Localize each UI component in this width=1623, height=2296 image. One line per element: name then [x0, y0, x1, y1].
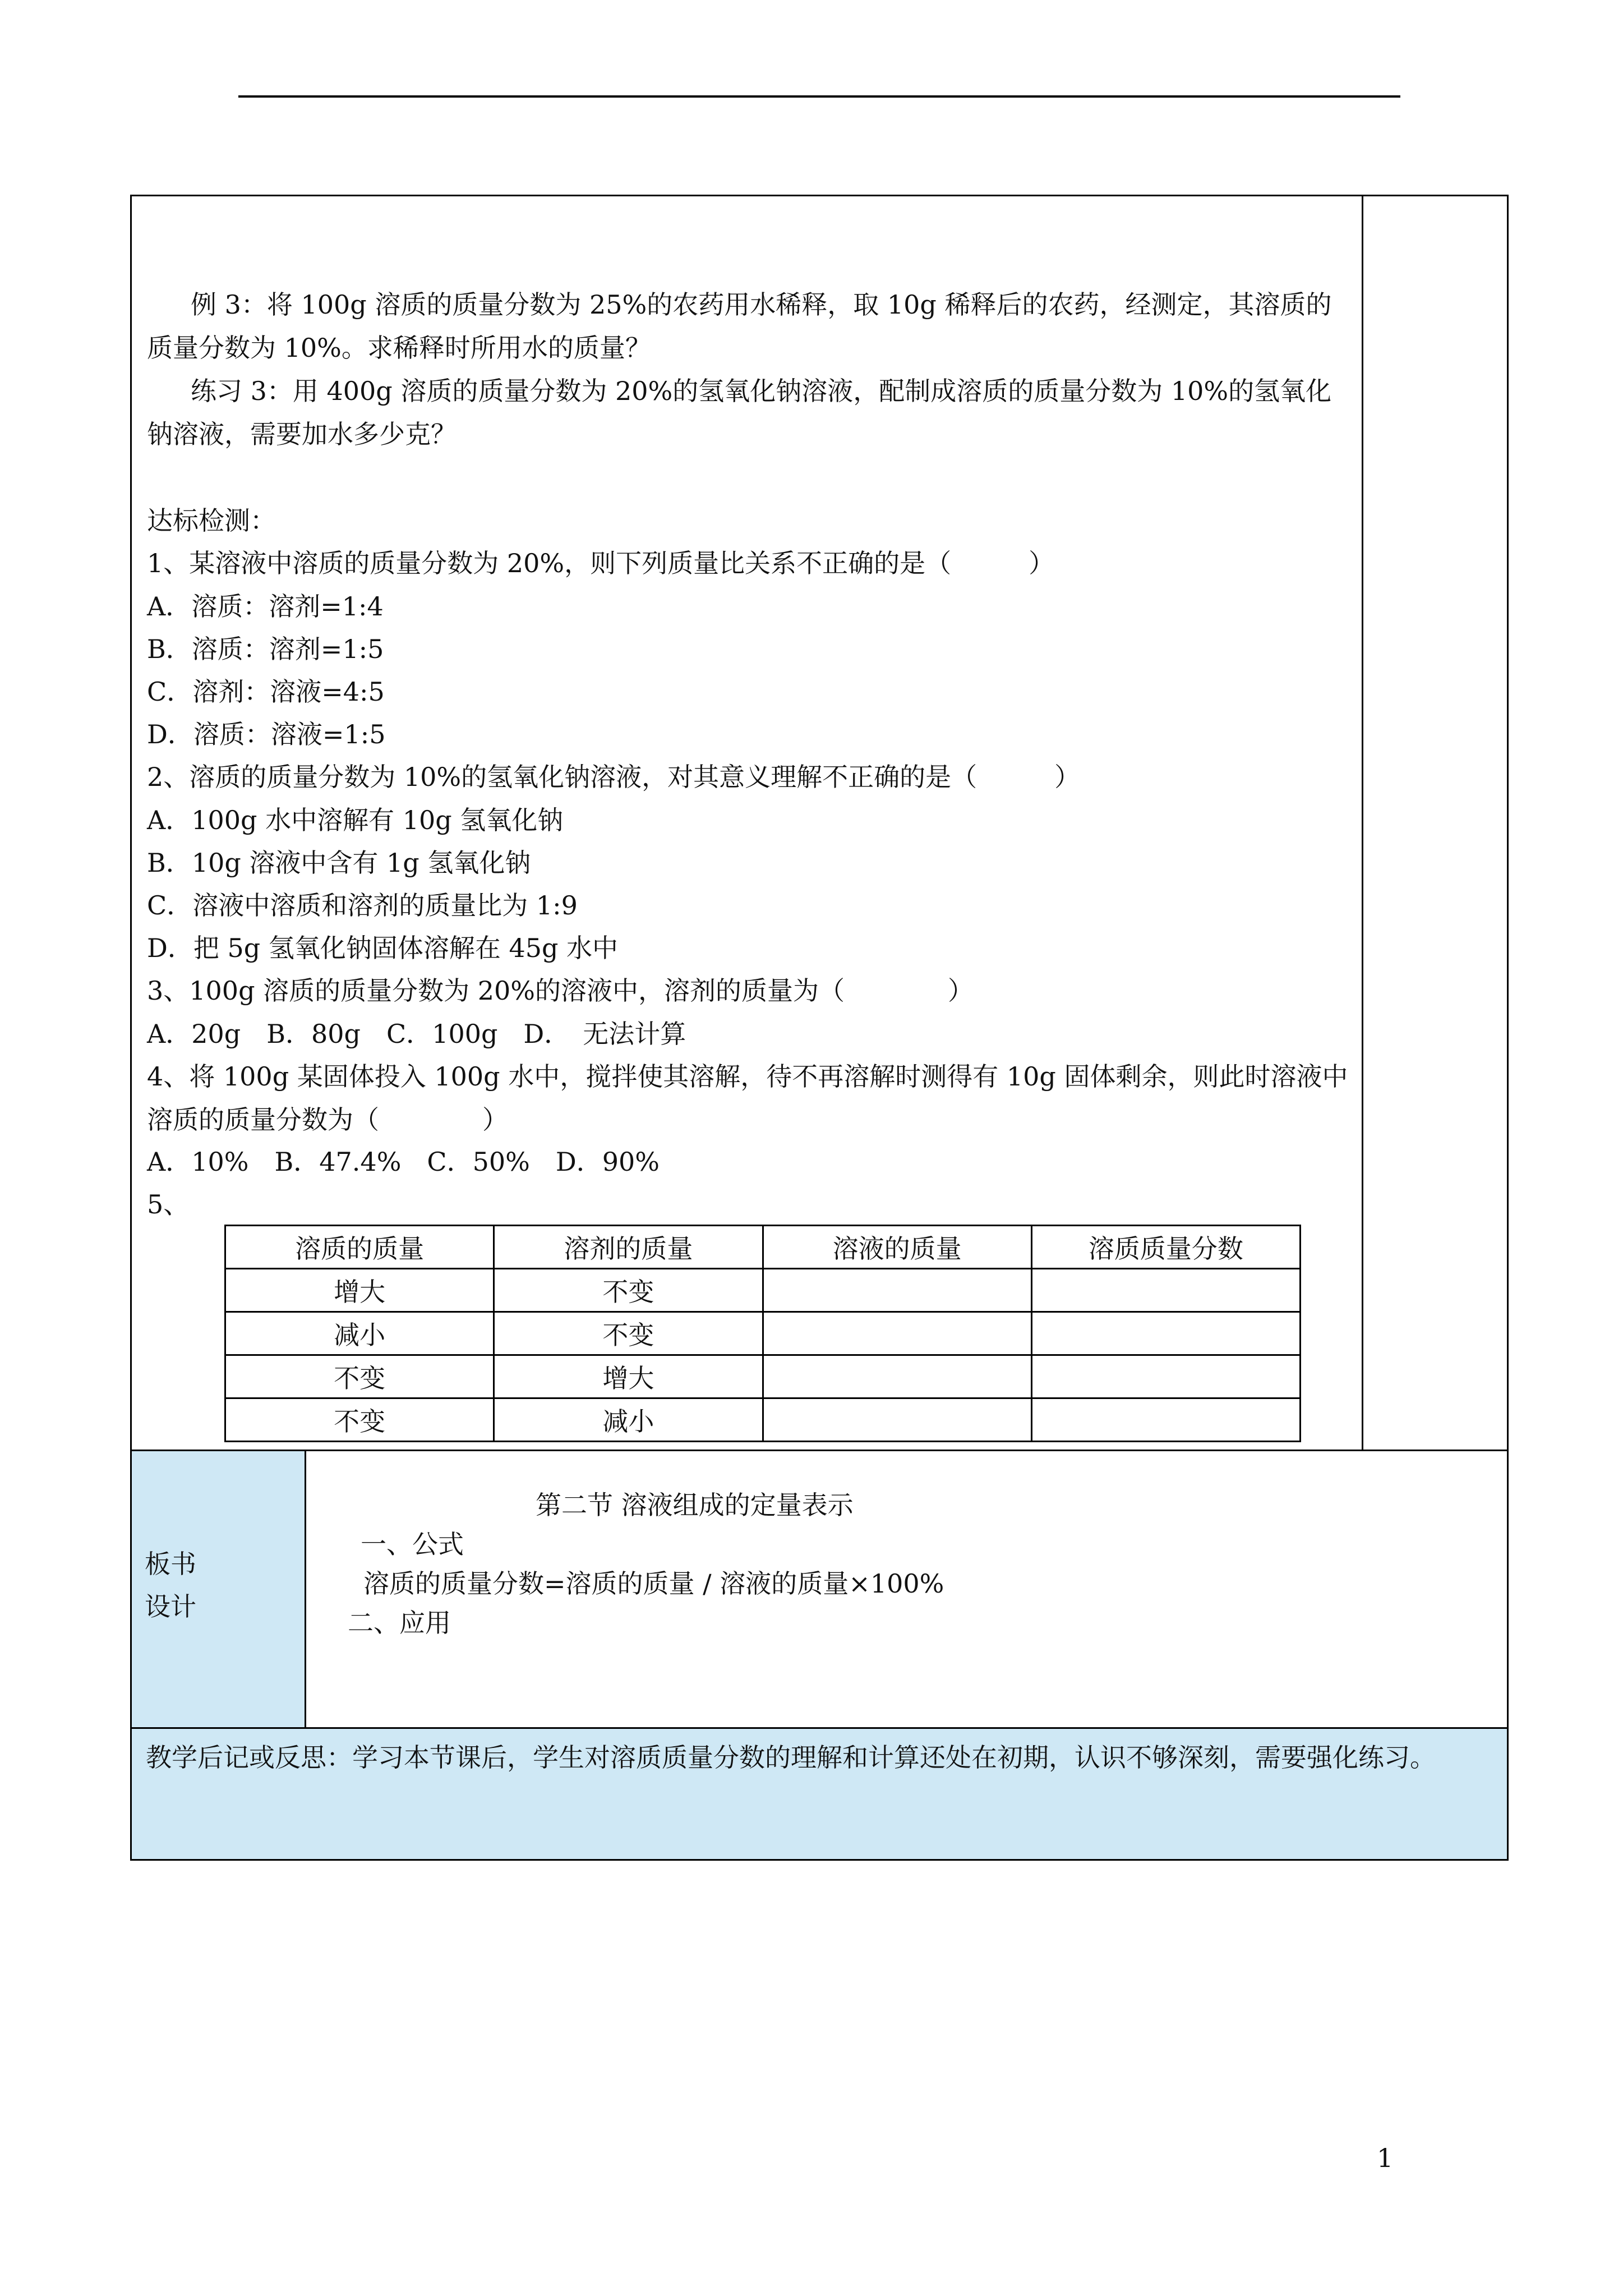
table-row: [225, 1398, 1301, 1442]
table-cell: 增大: [494, 1355, 763, 1398]
question-2-option-b: B．10g 溶液中含有 1g 氢氧化钠: [147, 848, 531, 878]
table-cell: [763, 1355, 1031, 1398]
table-cell: [1031, 1398, 1300, 1442]
table-cell: 减小: [225, 1312, 494, 1355]
table-cell: [1031, 1269, 1300, 1312]
question-1-option-b: B．溶质：溶剂=1:5: [147, 634, 384, 664]
table-cell: 减小: [494, 1398, 763, 1442]
question-2-option-d: D．把 5g 氢氧化钠固体溶解在 45g 水中: [147, 933, 619, 963]
table-header-cell: 溶液的质量: [763, 1226, 1031, 1269]
header-rule: [238, 95, 1400, 98]
table-cell: 不变: [494, 1269, 763, 1312]
table-row: [225, 1355, 1301, 1398]
board-item-application-heading: 二、应用: [348, 1608, 451, 1638]
question-5-table: [224, 1225, 1301, 1442]
question-4-options: A．10% B．47.4% C．50% D．90%: [147, 1147, 660, 1177]
table-header-cell: 溶质的质量: [225, 1226, 494, 1269]
board-item-formula-heading: 一、公式: [361, 1529, 464, 1559]
table-cell: 不变: [225, 1398, 494, 1442]
question-1-option-a: A．溶质：溶剂=1:4: [147, 591, 384, 622]
board-label-divider: [305, 1450, 306, 1728]
question-1-option-d: D．溶质：溶液=1:5: [147, 719, 386, 749]
page-number: 1: [1377, 2143, 1394, 2173]
reflection-top-rule: [130, 1727, 1509, 1729]
table-row: [225, 1269, 1301, 1312]
question-2-stem: 2、溶质的质量分数为 10%的氢氧化钠溶液，对其意义理解不正确的是（ ）: [147, 762, 1081, 792]
table-cell: [763, 1269, 1031, 1312]
table-cell: 不变: [494, 1312, 763, 1355]
table-cell: [763, 1312, 1031, 1355]
question-2-option-c: C．溶液中溶质和溶剂的质量比为 1:9: [147, 890, 578, 921]
table-cell: [1031, 1312, 1300, 1355]
practice-3: 练习 3：用 400g 溶质的质量分数为 20%的氢氧化钠溶液，配制成溶质的质量分数为 10%的氢氧化钠溶液，需要加水多少克？: [147, 376, 1332, 449]
question-1-option-c: C．溶剂：溶液=4:5: [147, 677, 385, 707]
board-label-line-2: 设计: [145, 1591, 196, 1622]
table-cell: 增大: [225, 1269, 494, 1312]
table-header-cell: 溶质质量分数: [1031, 1226, 1300, 1269]
table-cell: [763, 1398, 1031, 1442]
table-header-cell: 溶剂的质量: [494, 1226, 763, 1269]
test-title: 达标检测：: [147, 505, 276, 536]
question-3-stem: 3、100g 溶质的质量分数为 20%的溶液中，溶剂的质量为（ ）: [147, 976, 974, 1006]
reflection-text: 教学后记或反思：学习本节课后，学生对溶质质量分数的理解和计算还处在初期，认识不够深刻，需要强化练习。: [146, 1742, 1436, 1773]
question-5-label: 5、: [147, 1189, 190, 1220]
question-4-stem: 4、将 100g 某固体投入 100g 水中，搅拌使其溶解，待不再溶解时测得有 10g 固体剩余，则此时溶液中溶质的质量分数为（ ）: [147, 1061, 1348, 1135]
question-3-options: A．20g B．80g C．100g D． 无法计算: [147, 1019, 686, 1049]
board-label-line-1: 板书: [145, 1549, 196, 1579]
table-cell: [1031, 1355, 1300, 1398]
board-formula: 溶质的质量分数=溶质的质量 / 溶液的质量×100%: [363, 1568, 944, 1599]
example-3: 例 3：将 100g 溶质的质量分数为 25%的农药用水稀释，取 10g 稀释后的农药，经测定，其溶质的质量分数为 10%。求稀释时所用水的质量？: [147, 289, 1332, 363]
board-section-top-rule: [130, 1450, 1509, 1451]
table-cell: 不变: [225, 1355, 494, 1398]
margin-column-divider: [1362, 195, 1363, 1450]
table-row: [225, 1312, 1301, 1355]
question-2-option-a: A．100g 水中溶解有 10g 氢氧化钠: [147, 805, 564, 835]
question-1-stem: 1、某溶液中溶质的质量分数为 20%，则下列质量比关系不正确的是（ ）: [147, 548, 1055, 578]
table-header-row: [225, 1226, 1301, 1269]
board-title: 第二节 溶液组成的定量表示: [536, 1490, 854, 1520]
